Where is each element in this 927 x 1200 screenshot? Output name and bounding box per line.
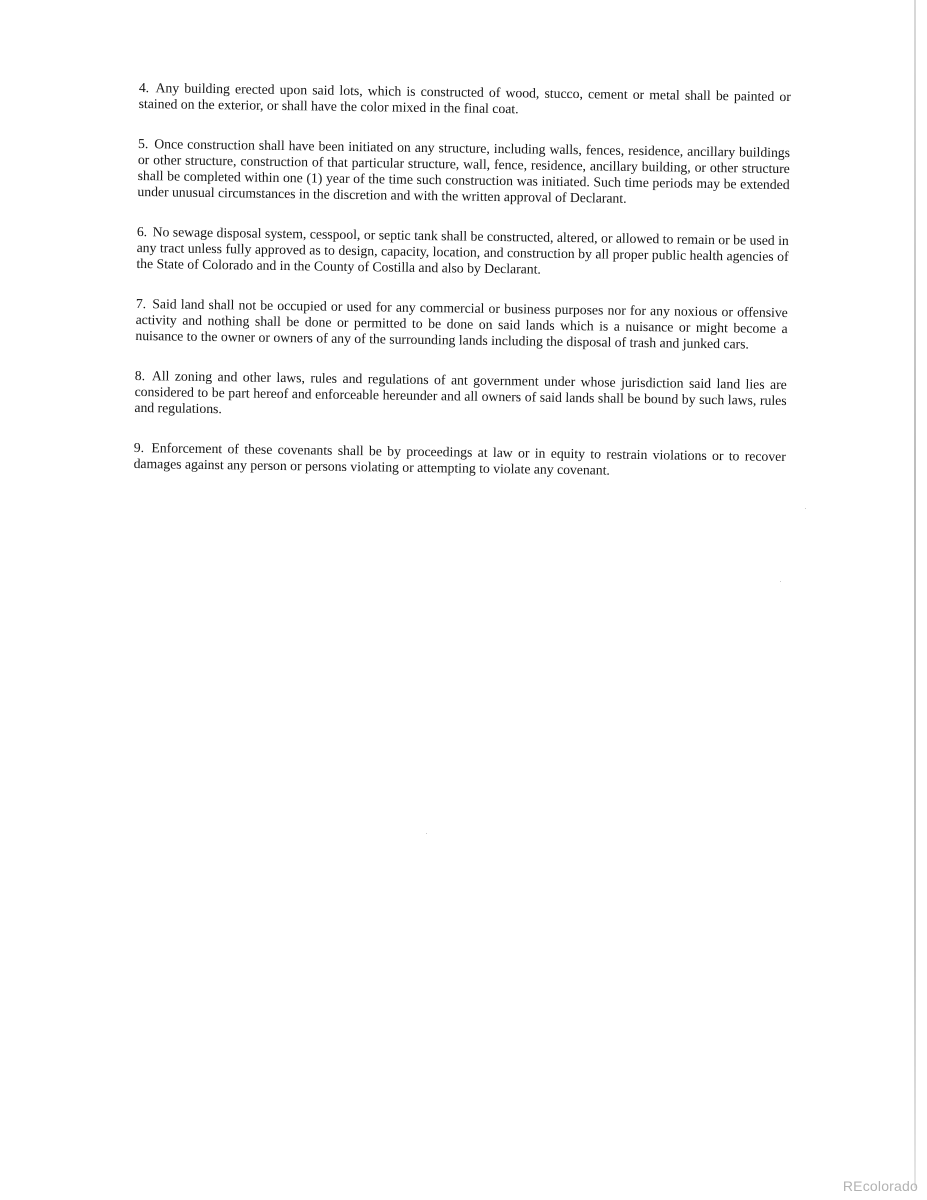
covenant-paragraph [139, 80, 791, 121]
covenant-text: All zoning and other laws, rules and regulations of ant government under whose jurisdiction said land lies are considered to be part hereof and enforceable hereunder and all owners of said lands shall be bound by such laws, rules and regulations. [134, 368, 787, 417]
scan-speck [780, 581, 781, 582]
covenant-paragraph [137, 136, 790, 209]
scan-speck [426, 833, 427, 834]
covenant-text: Any building erected upon said lots, which is constructed of wood, stucco, cement or metal shall be painted or stained on the exterior, or shall have the color mixed in the final coat. [138, 80, 791, 117]
covenant-paragraph [134, 440, 786, 481]
covenant-number: 5. [138, 135, 149, 152]
covenant-text: Said land shall not be occupied or used for any commercial or business purposes nor for any noxious or offensive activity and nothing shall be done or permitted to be done on said lands which is a nuisance or might become a nuisance to the owner or owners of any of the surrounding lands including the disposal of trash and junked cars. [135, 296, 788, 352]
covenant-text: No sewage disposal system, cesspool, or septic tank shall be constructed, altered, or allowed to remain or be used in any tract unless fully approved as to design, capacity, location, and construction by all proper public health agencies of the State of Colorado and in the County of Costilla and also by Declarant. [136, 224, 789, 277]
covenant-number: 4. [138, 80, 150, 96]
covenant-number: 7. [135, 295, 147, 312]
covenant-paragraph [134, 368, 787, 425]
scan-edge-shadow [914, 0, 916, 1188]
covenant-number: 9. [133, 439, 145, 456]
watermark-logo: REcolorado [842, 1178, 918, 1194]
covenant-number: 8. [134, 367, 146, 384]
covenant-paragraph [136, 224, 789, 281]
covenant-text: Once construction shall have been initiated on any structure, including walls, fences, residence, ancillary buildings or other structure, construction of that particular structure, wall, fence, residence, ancillary building, or other structure shall be completed within one (1) year of the time such construction was initiated. Such time periods may be extended under unusual circumstances in the discretion and with the written approval of Declarant. [137, 136, 791, 206]
covenant-number: 6. [136, 223, 148, 240]
covenant-paragraph [135, 296, 788, 353]
scan-speck [805, 508, 806, 509]
covenant-list [133, 80, 791, 505]
covenant-text: Enforcement of these covenants shall be by proceedings at law or in equity to restrain violations or to recover damages against any person or persons violating or attempting to violate any covenant. [133, 440, 786, 478]
